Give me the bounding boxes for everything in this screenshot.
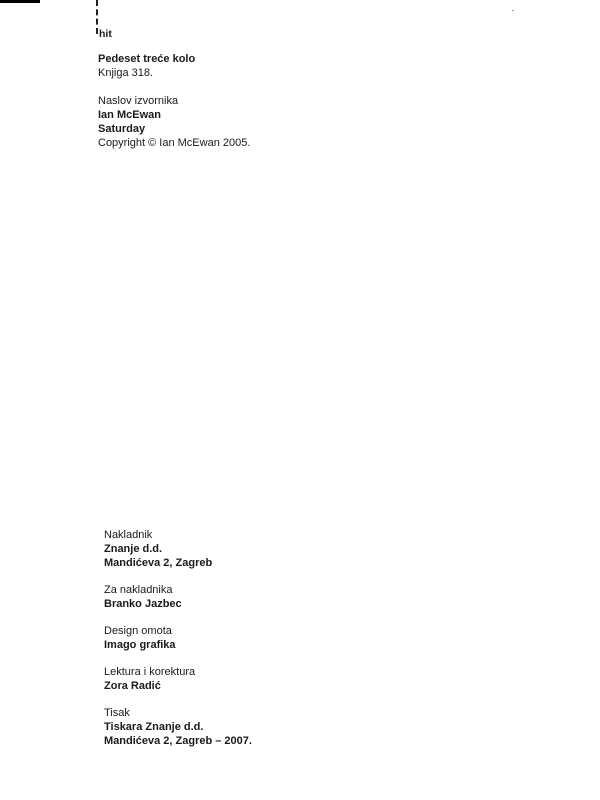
original-author: Ian McEwan xyxy=(98,109,161,121)
series-round: Pedeset treće kolo xyxy=(98,53,196,65)
credits-block xyxy=(104,528,252,761)
credit-publisher xyxy=(104,528,252,570)
credit-value: Mandićeva 2, Zagreb xyxy=(104,557,213,569)
credit-value: Mandićeva 2, Zagreb – 2007. xyxy=(104,735,252,747)
series-imprint: hit xyxy=(99,28,112,40)
credit-label: Design omota xyxy=(104,625,172,637)
credit-value: Branko Jazbec xyxy=(104,598,182,610)
credit-label: Za nakladnika xyxy=(104,584,173,596)
credit-label: Tisak xyxy=(104,707,130,719)
credit-proofreading xyxy=(104,665,252,693)
original-title: Saturday xyxy=(98,123,146,135)
copyright-line: Copyright © Ian McEwan 2005. xyxy=(98,137,251,149)
credit-value: Imago grafika xyxy=(104,639,176,651)
credit-value: Tiskara Znanje d.d. xyxy=(104,721,204,733)
credit-label: Nakladnik xyxy=(104,529,153,541)
credit-label: Lektura i korektura xyxy=(104,666,196,678)
original-title-label: Naslov izvornika xyxy=(98,95,179,107)
credit-value: Zora Radić xyxy=(104,680,161,692)
credit-cover-design xyxy=(104,624,252,652)
book-info-block xyxy=(98,52,250,150)
credit-printing xyxy=(104,706,252,748)
scan-speck xyxy=(512,10,514,11)
scan-edge-mark xyxy=(0,0,40,3)
credit-for-publisher xyxy=(104,583,252,611)
dashed-rule xyxy=(96,0,98,34)
book-number: Knjiga 318. xyxy=(98,67,154,79)
credit-value: Znanje d.d. xyxy=(104,543,163,555)
